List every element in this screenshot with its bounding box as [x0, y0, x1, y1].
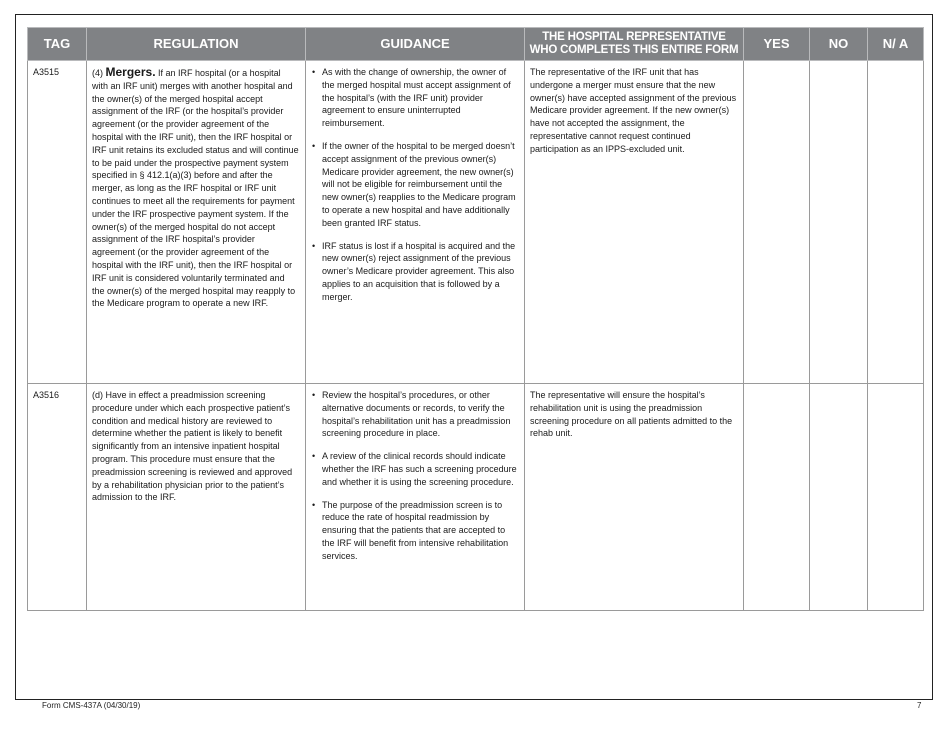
- no-cell[interactable]: [810, 61, 868, 384]
- table-header-row: [28, 28, 924, 61]
- regulation-cell: (d) Have in effect a preadmission screening procedure under which each prospective patient’s condition and medical history are reviewed to determine whether the patient is likely to benefit significantly from an intensive inpatient hospital program. This procedure must ensure that the preadmission screening is reviewed and approved by a rehabilitation physician prior to the patient’s admission to the IRF.: [87, 384, 306, 611]
- yes-cell[interactable]: [744, 61, 810, 384]
- guidance-bullet: • As with the change of ownership, the owner of the merged hospital must accept assignment of the hospital’s (with the IRF unit) provider agreement to ensure uninterrupted reimbursement.: [322, 66, 518, 130]
- regulation-text: If an IRF hospital (or a hospital with an IRF unit) merges with another hospital and the owner(s) of the merged hospital accept assignment of the IRF (or the hospital’s provider agreement (or the provider agreement of the hospital with the IRF unit), then the IRF hospital or IRF unit retains its excluded status and will continue to be paid under the prospective payment system specified in § 412.1(a)(3) before and after the merger, as long as the IRF hospital or IRF unit continues to meet all the requirements for payment under the IRF prospective payment system. If the owner(s) of the merged hospital do not accept assignment of the IRF hospital’s provider agreement (or the provider agreement of the hospital with the IRF unit), then the IRF hospital or IRF unit is considered voluntarily terminated and the owner(s) of the merged hospital may reapply to the Medicare program to operate a new IRF.: [92, 68, 299, 309]
- header-no: NO: [810, 28, 868, 61]
- regulation-prefix: (4): [92, 68, 106, 78]
- na-cell[interactable]: [868, 384, 924, 611]
- header-regulation: REGULATION: [87, 28, 306, 61]
- form-id: Form CMS-437A (04/30/19): [42, 701, 141, 710]
- no-cell[interactable]: [810, 384, 868, 611]
- header-yes: YES: [744, 28, 810, 61]
- yes-cell[interactable]: [744, 384, 810, 611]
- guidance-bullet: • IRF status is lost if a hospital is acquired and the new owner(s) reject assignment of the previous owner’s Medicare provider agreement. This also applies to an acquisition that is followed by a merger.: [322, 240, 518, 304]
- checklist-table: [27, 27, 924, 611]
- table-row: [28, 384, 924, 611]
- guidance-bullet: • Review the hospital’s procedures, or other alternative documents or records, to verify the hospital’s rehabilitation unit has a preadmission screening procedure in place.: [322, 389, 518, 440]
- header-representative: THE HOSPITAL REPRESENTATIVE WHO COMPLETES THIS ENTIRE FORM: [525, 28, 744, 61]
- na-cell[interactable]: [868, 61, 924, 384]
- tag-cell: A3516: [28, 384, 87, 611]
- regulation-heading: Mergers.: [105, 65, 156, 79]
- header-tag: TAG: [28, 28, 87, 61]
- header-guidance: GUIDANCE: [306, 28, 525, 61]
- representative-cell: The representative of the IRF unit that has undergone a merger must ensure that the new owner(s) have accepted assignment of the previous Medicare provider agreement. If the new owner(s) have not accepted the assignment, the representative cannot request continued participation as an IPPS-excluded unit.: [525, 61, 744, 384]
- page-number: 7: [917, 701, 922, 710]
- regulation-cell: [87, 61, 306, 384]
- guidance-bullet: • If the owner of the hospital to be merged doesn’t accept assignment of the previous owner(s) Medicare provider agreement, the new owner(s) will not be eligible for reimbursement until the new owner(s) reapplies to the Medicare program to operate a new hospital and have additionally been granted IRF status.: [322, 140, 518, 230]
- tag-cell: A3515: [28, 61, 87, 384]
- form-page: [15, 14, 933, 700]
- guidance-bullet: • A review of the clinical records should indicate whether the IRF has such a screening procedure and whether it is using the screening procedure.: [322, 450, 518, 488]
- representative-cell: The representative will ensure the hospital’s rehabilitation unit is using the preadmission screening procedure on all patients admitted to the rehab unit.: [525, 384, 744, 611]
- guidance-cell: [306, 384, 525, 611]
- guidance-cell: [306, 61, 525, 384]
- table-row: [28, 61, 924, 384]
- guidance-bullet: • The purpose of the preadmission screen is to reduce the rate of hospital readmission by ensuring that the patients that are accepted to the IRF will benefit from intensive rehabilitation services.: [322, 499, 518, 563]
- header-na: N/ A: [868, 28, 924, 61]
